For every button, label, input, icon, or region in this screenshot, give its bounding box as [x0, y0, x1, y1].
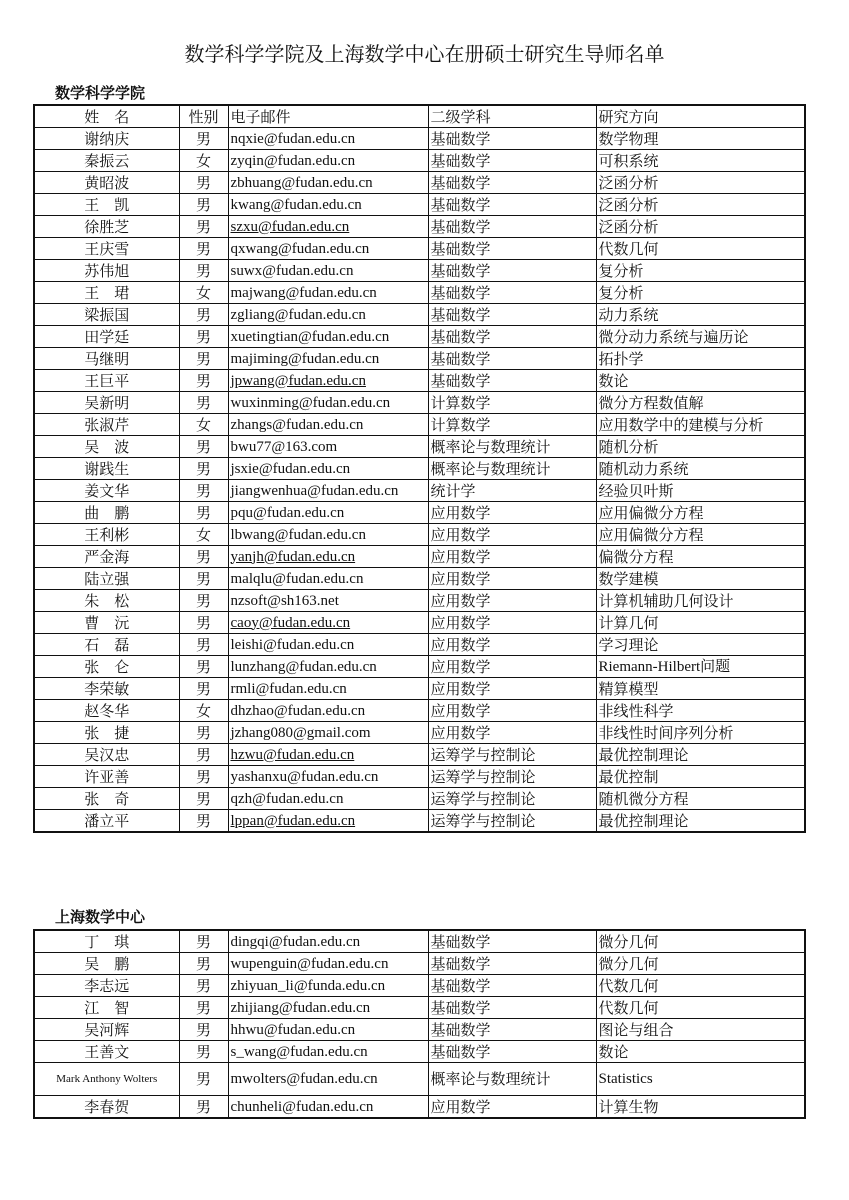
- gender-cell: 男: [179, 238, 228, 260]
- field-cell: 基础数学: [428, 194, 596, 216]
- email-link: leishi@fudan.edu.cn: [230, 636, 355, 653]
- email-cell: [228, 216, 428, 238]
- email-cell: [228, 150, 428, 172]
- field-cell: 应用数学: [428, 700, 596, 722]
- email-cell: [228, 392, 428, 414]
- gender-cell: 男: [179, 304, 228, 326]
- field-cell: 基础数学: [428, 348, 596, 370]
- email-link: lbwang@fudan.edu.cn: [230, 526, 366, 543]
- table-row: [34, 524, 805, 546]
- email-cell: [228, 238, 428, 260]
- field-cell: 应用数学: [428, 722, 596, 744]
- email-cell: [228, 722, 428, 744]
- table-row: [34, 150, 805, 172]
- direction-cell: 数学建模: [596, 568, 805, 590]
- name-cell: 王庆雪: [34, 238, 179, 260]
- field-cell: 基础数学: [428, 238, 596, 260]
- table-row: [34, 568, 805, 590]
- table-row: [34, 502, 805, 524]
- gender-cell: 男: [179, 656, 228, 678]
- gender-cell: 男: [179, 744, 228, 766]
- table-row: [34, 1096, 805, 1119]
- document-title: 数学科学学院及上海数学中心在册硕士研究生导师名单: [184, 42, 665, 66]
- field-cell: 计算数学: [428, 414, 596, 436]
- email-link[interactable]: jpwang@fudan.edu.cn: [230, 372, 366, 389]
- email-cell: [228, 260, 428, 282]
- table-row: [34, 348, 805, 370]
- field-cell: 计算数学: [428, 392, 596, 414]
- field-cell: 概率论与数理统计: [428, 1063, 596, 1096]
- email-cell: [228, 810, 428, 833]
- field-cell: 基础数学: [428, 997, 596, 1019]
- email-cell: [228, 348, 428, 370]
- field-cell: 运筹学与控制论: [428, 744, 596, 766]
- direction-cell: 精算模型: [596, 678, 805, 700]
- field-cell: 基础数学: [428, 1019, 596, 1041]
- field-cell: 基础数学: [428, 150, 596, 172]
- field-cell: 应用数学: [428, 1096, 596, 1119]
- email-cell: [228, 194, 428, 216]
- email-cell: [228, 480, 428, 502]
- name-cell: 谢践生: [34, 458, 179, 480]
- email-cell: [228, 1041, 428, 1063]
- direction-cell: 可积系统: [596, 150, 805, 172]
- field-cell: 基础数学: [428, 216, 596, 238]
- header-email: 电子邮件: [228, 105, 428, 128]
- gender-cell: 男: [179, 1096, 228, 1119]
- gender-cell: 男: [179, 766, 228, 788]
- email-cell: [228, 1063, 428, 1096]
- email-cell: [228, 590, 428, 612]
- name-cell: 石 磊: [34, 634, 179, 656]
- email-link: zyqin@fudan.edu.cn: [230, 152, 356, 169]
- table-row: [34, 1041, 805, 1063]
- name-cell: 马继明: [34, 348, 179, 370]
- gender-cell: 男: [179, 194, 228, 216]
- direction-cell: 图论与组合: [596, 1019, 805, 1041]
- field-cell: 应用数学: [428, 678, 596, 700]
- name-cell: 李春贺: [34, 1096, 179, 1119]
- email-link: qzh@fudan.edu.cn: [230, 790, 344, 807]
- gender-cell: 男: [179, 348, 228, 370]
- direction-cell: 微分动力系统与遍历论: [596, 326, 805, 348]
- field-cell: 应用数学: [428, 656, 596, 678]
- direction-cell: 学习理论: [596, 634, 805, 656]
- field-cell: 基础数学: [428, 128, 596, 150]
- email-cell: [228, 744, 428, 766]
- email-cell: [228, 930, 428, 953]
- field-cell: 应用数学: [428, 568, 596, 590]
- name-cell: 赵冬华: [34, 700, 179, 722]
- email-cell: [228, 1096, 428, 1119]
- field-cell: 运筹学与控制论: [428, 810, 596, 833]
- direction-cell: 微分方程数值解: [596, 392, 805, 414]
- email-link: hhwu@fudan.edu.cn: [230, 1021, 356, 1038]
- direction-cell: 代数几何: [596, 997, 805, 1019]
- name-cell: 吴 波: [34, 436, 179, 458]
- table-row: [34, 975, 805, 997]
- section-title-school: 数学科学学院: [55, 84, 146, 102]
- email-link: zhiyuan_li@funda.edu.cn: [230, 977, 386, 994]
- email-cell: [228, 953, 428, 975]
- name-cell: 江 智: [34, 997, 179, 1019]
- gender-cell: 男: [179, 722, 228, 744]
- direction-cell: 动力系统: [596, 304, 805, 326]
- direction-cell: 拓扑学: [596, 348, 805, 370]
- direction-cell: 数论: [596, 1041, 805, 1063]
- email-link: qxwang@fudan.edu.cn: [230, 240, 370, 257]
- direction-cell: 偏微分方程: [596, 546, 805, 568]
- email-cell: [228, 546, 428, 568]
- email-link: bwu77@163.com: [230, 438, 338, 455]
- name-cell: 梁振国: [34, 304, 179, 326]
- field-cell: 概率论与数理统计: [428, 436, 596, 458]
- name-cell: 王善文: [34, 1041, 179, 1063]
- name-cell: 田学廷: [34, 326, 179, 348]
- email-cell: [228, 502, 428, 524]
- table-row: [34, 238, 805, 260]
- field-cell: 基础数学: [428, 304, 596, 326]
- email-link: zgliang@fudan.edu.cn: [230, 306, 366, 323]
- email-link: malqlu@fudan.edu.cn: [230, 570, 364, 587]
- direction-cell: 代数几何: [596, 238, 805, 260]
- email-cell: [228, 326, 428, 348]
- email-cell: [228, 282, 428, 304]
- header-name: 姓 名: [34, 105, 179, 128]
- name-cell: 潘立平: [34, 810, 179, 833]
- email-link: jsxie@fudan.edu.cn: [230, 460, 351, 477]
- email-cell: [228, 128, 428, 150]
- gender-cell: 女: [179, 700, 228, 722]
- section-title-center: 上海数学中心: [55, 908, 146, 926]
- direction-cell: 随机微分方程: [596, 788, 805, 810]
- direction-cell: 计算几何: [596, 612, 805, 634]
- table-row: [34, 700, 805, 722]
- table-row: [34, 930, 805, 953]
- gender-cell: 男: [179, 788, 228, 810]
- name-cell: 谢纳庆: [34, 128, 179, 150]
- email-cell: [228, 458, 428, 480]
- table-row: [34, 392, 805, 414]
- name-cell: 张 奇: [34, 788, 179, 810]
- email-cell: [228, 656, 428, 678]
- table-row: [34, 260, 805, 282]
- table-row: [34, 216, 805, 238]
- direction-cell: Riemann-Hilbert问题: [596, 656, 805, 678]
- gender-cell: 男: [179, 953, 228, 975]
- name-cell: 曲 鹏: [34, 502, 179, 524]
- name-cell: 朱 松: [34, 590, 179, 612]
- direction-cell: Statistics: [596, 1063, 805, 1096]
- table-row: [34, 480, 805, 502]
- email-cell: [228, 304, 428, 326]
- name-cell: 吴 鹏: [34, 953, 179, 975]
- name-cell: 曹 沅: [34, 612, 179, 634]
- email-link: mwolters@fudan.edu.cn: [230, 1071, 378, 1087]
- email-cell: [228, 370, 428, 392]
- header-gender: 性别: [179, 105, 228, 128]
- field-cell: 概率论与数理统计: [428, 458, 596, 480]
- email-link: jiangwenhua@fudan.edu.cn: [230, 482, 399, 499]
- name-cell: 吴汉忠: [34, 744, 179, 766]
- direction-cell: 微分几何: [596, 930, 805, 953]
- email-link: zhangs@fudan.edu.cn: [230, 416, 364, 433]
- name-cell: 吴河辉: [34, 1019, 179, 1041]
- email-link: nqxie@fudan.edu.cn: [230, 130, 356, 147]
- gender-cell: 男: [179, 612, 228, 634]
- email-cell: [228, 414, 428, 436]
- table-row: [34, 1019, 805, 1041]
- direction-cell: 应用数学中的建模与分析: [596, 414, 805, 436]
- table-row: [34, 678, 805, 700]
- name-cell: 张 捷: [34, 722, 179, 744]
- name-cell: 李志远: [34, 975, 179, 997]
- name-cell: 张 仑: [34, 656, 179, 678]
- field-cell: 应用数学: [428, 634, 596, 656]
- email-link: majwang@fudan.edu.cn: [230, 284, 377, 301]
- email-link: jzhang080@gmail.com: [230, 724, 371, 741]
- name-cell: Mark Anthony Wolters: [34, 1063, 179, 1096]
- gender-cell: 男: [179, 568, 228, 590]
- direction-cell: 泛函分析: [596, 216, 805, 238]
- table-row: [34, 953, 805, 975]
- table-row: [34, 744, 805, 766]
- field-cell: 基础数学: [428, 370, 596, 392]
- table-row: [34, 414, 805, 436]
- email-link: s_wang@fudan.edu.cn: [230, 1043, 368, 1060]
- name-cell: 李荣敏: [34, 678, 179, 700]
- email-link[interactable]: yanjh@fudan.edu.cn: [230, 548, 356, 565]
- field-cell: 基础数学: [428, 1041, 596, 1063]
- gender-cell: 男: [179, 128, 228, 150]
- direction-cell: 微分几何: [596, 953, 805, 975]
- direction-cell: 计算机辅助几何设计: [596, 590, 805, 612]
- gender-cell: 男: [179, 216, 228, 238]
- field-cell: 运筹学与控制论: [428, 766, 596, 788]
- direction-cell: 泛函分析: [596, 194, 805, 216]
- gender-cell: 男: [179, 502, 228, 524]
- email-link: nzsoft@sh163.net: [230, 592, 339, 609]
- gender-cell: 女: [179, 282, 228, 304]
- field-cell: 基础数学: [428, 260, 596, 282]
- name-cell: 丁 琪: [34, 930, 179, 953]
- email-cell: [228, 766, 428, 788]
- email-link: zbhuang@fudan.edu.cn: [230, 174, 373, 191]
- table-row: [34, 634, 805, 656]
- email-link: pqu@fudan.edu.cn: [230, 504, 345, 521]
- direction-cell: 数学物理: [596, 128, 805, 150]
- field-cell: 运筹学与控制论: [428, 788, 596, 810]
- direction-cell: 计算生物: [596, 1096, 805, 1119]
- advisor-table-school: [33, 104, 806, 833]
- direction-cell: 非线性时间序列分析: [596, 722, 805, 744]
- header-field: 二级学科: [428, 105, 596, 128]
- field-cell: 基础数学: [428, 975, 596, 997]
- name-cell: 许亚善: [34, 766, 179, 788]
- header-direction: 研究方向: [596, 105, 805, 128]
- field-cell: 应用数学: [428, 590, 596, 612]
- gender-cell: 男: [179, 634, 228, 656]
- table-row: [34, 172, 805, 194]
- email-link: chunheli@fudan.edu.cn: [230, 1098, 374, 1115]
- table-row: [34, 326, 805, 348]
- email-link: kwang@fudan.edu.cn: [230, 196, 362, 213]
- field-cell: 应用数学: [428, 612, 596, 634]
- table-row: [34, 612, 805, 634]
- email-cell: [228, 678, 428, 700]
- table-row: [34, 304, 805, 326]
- table-row: [34, 1063, 805, 1096]
- email-link: wuxinming@fudan.edu.cn: [230, 394, 391, 411]
- table-row: [34, 370, 805, 392]
- table-row: [34, 546, 805, 568]
- gender-cell: 女: [179, 414, 228, 436]
- gender-cell: 男: [179, 260, 228, 282]
- name-cell: 苏伟旭: [34, 260, 179, 282]
- field-cell: 应用数学: [428, 502, 596, 524]
- field-cell: 基础数学: [428, 282, 596, 304]
- field-cell: 基础数学: [428, 953, 596, 975]
- table-row: [34, 282, 805, 304]
- name-cell: 王 珺: [34, 282, 179, 304]
- email-link: zhijiang@fudan.edu.cn: [230, 999, 371, 1016]
- gender-cell: 男: [179, 997, 228, 1019]
- table-row: [34, 788, 805, 810]
- table-row: [34, 997, 805, 1019]
- name-cell: 吴新明: [34, 392, 179, 414]
- field-cell: 统计学: [428, 480, 596, 502]
- direction-cell: 应用偏微分方程: [596, 502, 805, 524]
- email-link: rmli@fudan.edu.cn: [230, 680, 347, 697]
- name-cell: 姜文华: [34, 480, 179, 502]
- email-cell: [228, 975, 428, 997]
- direction-cell: 经验贝叶斯: [596, 480, 805, 502]
- email-link: wupenguin@fudan.edu.cn: [230, 955, 389, 972]
- table-row: [34, 810, 805, 833]
- field-cell: 应用数学: [428, 546, 596, 568]
- direction-cell: 最优控制: [596, 766, 805, 788]
- gender-cell: 男: [179, 590, 228, 612]
- gender-cell: 男: [179, 458, 228, 480]
- field-cell: 基础数学: [428, 326, 596, 348]
- gender-cell: 男: [179, 975, 228, 997]
- email-link[interactable]: szxu@fudan.edu.cn: [230, 218, 350, 235]
- table-row: [34, 458, 805, 480]
- gender-cell: 男: [179, 678, 228, 700]
- email-cell: [228, 524, 428, 546]
- direction-cell: 非线性科学: [596, 700, 805, 722]
- gender-cell: 男: [179, 1041, 228, 1063]
- gender-cell: 男: [179, 326, 228, 348]
- email-cell: [228, 788, 428, 810]
- gender-cell: 男: [179, 930, 228, 953]
- table-row: [34, 766, 805, 788]
- name-cell: 秦振云: [34, 150, 179, 172]
- name-cell: 陆立强: [34, 568, 179, 590]
- gender-cell: 女: [179, 524, 228, 546]
- email-cell: [228, 612, 428, 634]
- direction-cell: 最优控制理论: [596, 810, 805, 833]
- email-cell: [228, 568, 428, 590]
- name-cell: 严金海: [34, 546, 179, 568]
- table-row: [34, 128, 805, 150]
- direction-cell: 复分析: [596, 260, 805, 282]
- email-cell: [228, 997, 428, 1019]
- name-cell: 王巨平: [34, 370, 179, 392]
- field-cell: 应用数学: [428, 524, 596, 546]
- email-cell: [228, 436, 428, 458]
- direction-cell: 复分析: [596, 282, 805, 304]
- table-row: [34, 722, 805, 744]
- name-cell: 张淑芹: [34, 414, 179, 436]
- table-row: [34, 194, 805, 216]
- gender-cell: 男: [179, 480, 228, 502]
- email-link: yashanxu@fudan.edu.cn: [230, 768, 379, 785]
- email-link: lunzhang@fudan.edu.cn: [230, 658, 377, 675]
- field-cell: 基础数学: [428, 930, 596, 953]
- email-link: majiming@fudan.edu.cn: [230, 350, 380, 367]
- gender-cell: 男: [179, 392, 228, 414]
- gender-cell: 女: [179, 150, 228, 172]
- table-row: [34, 590, 805, 612]
- gender-cell: 男: [179, 546, 228, 568]
- gender-cell: 男: [179, 1019, 228, 1041]
- name-cell: 黄昭波: [34, 172, 179, 194]
- field-cell: 基础数学: [428, 172, 596, 194]
- gender-cell: 男: [179, 436, 228, 458]
- table-header-row: [34, 105, 805, 128]
- email-link[interactable]: lppan@fudan.edu.cn: [230, 812, 356, 829]
- gender-cell: 男: [179, 1063, 228, 1096]
- gender-cell: 男: [179, 810, 228, 833]
- email-cell: [228, 634, 428, 656]
- direction-cell: 最优控制理论: [596, 744, 805, 766]
- email-link: dingqi@fudan.edu.cn: [230, 933, 361, 950]
- email-link: xuetingtian@fudan.edu.cn: [230, 328, 390, 345]
- name-cell: 王 凯: [34, 194, 179, 216]
- email-cell: [228, 1019, 428, 1041]
- advisor-table-center: [33, 929, 806, 1119]
- direction-cell: 代数几何: [596, 975, 805, 997]
- email-link: dhzhao@fudan.edu.cn: [230, 702, 366, 719]
- email-link[interactable]: hzwu@fudan.edu.cn: [230, 746, 355, 763]
- name-cell: 王利彬: [34, 524, 179, 546]
- table-row: [34, 436, 805, 458]
- direction-cell: 数论: [596, 370, 805, 392]
- direction-cell: 随机分析: [596, 436, 805, 458]
- name-cell: 徐胜芝: [34, 216, 179, 238]
- direction-cell: 泛函分析: [596, 172, 805, 194]
- email-link: suwx@fudan.edu.cn: [230, 262, 354, 279]
- email-cell: [228, 172, 428, 194]
- gender-cell: 男: [179, 172, 228, 194]
- email-cell: [228, 700, 428, 722]
- direction-cell: 随机动力系统: [596, 458, 805, 480]
- gender-cell: 男: [179, 370, 228, 392]
- email-link[interactable]: caoy@fudan.edu.cn: [230, 614, 351, 631]
- table-row: [34, 656, 805, 678]
- direction-cell: 应用偏微分方程: [596, 524, 805, 546]
